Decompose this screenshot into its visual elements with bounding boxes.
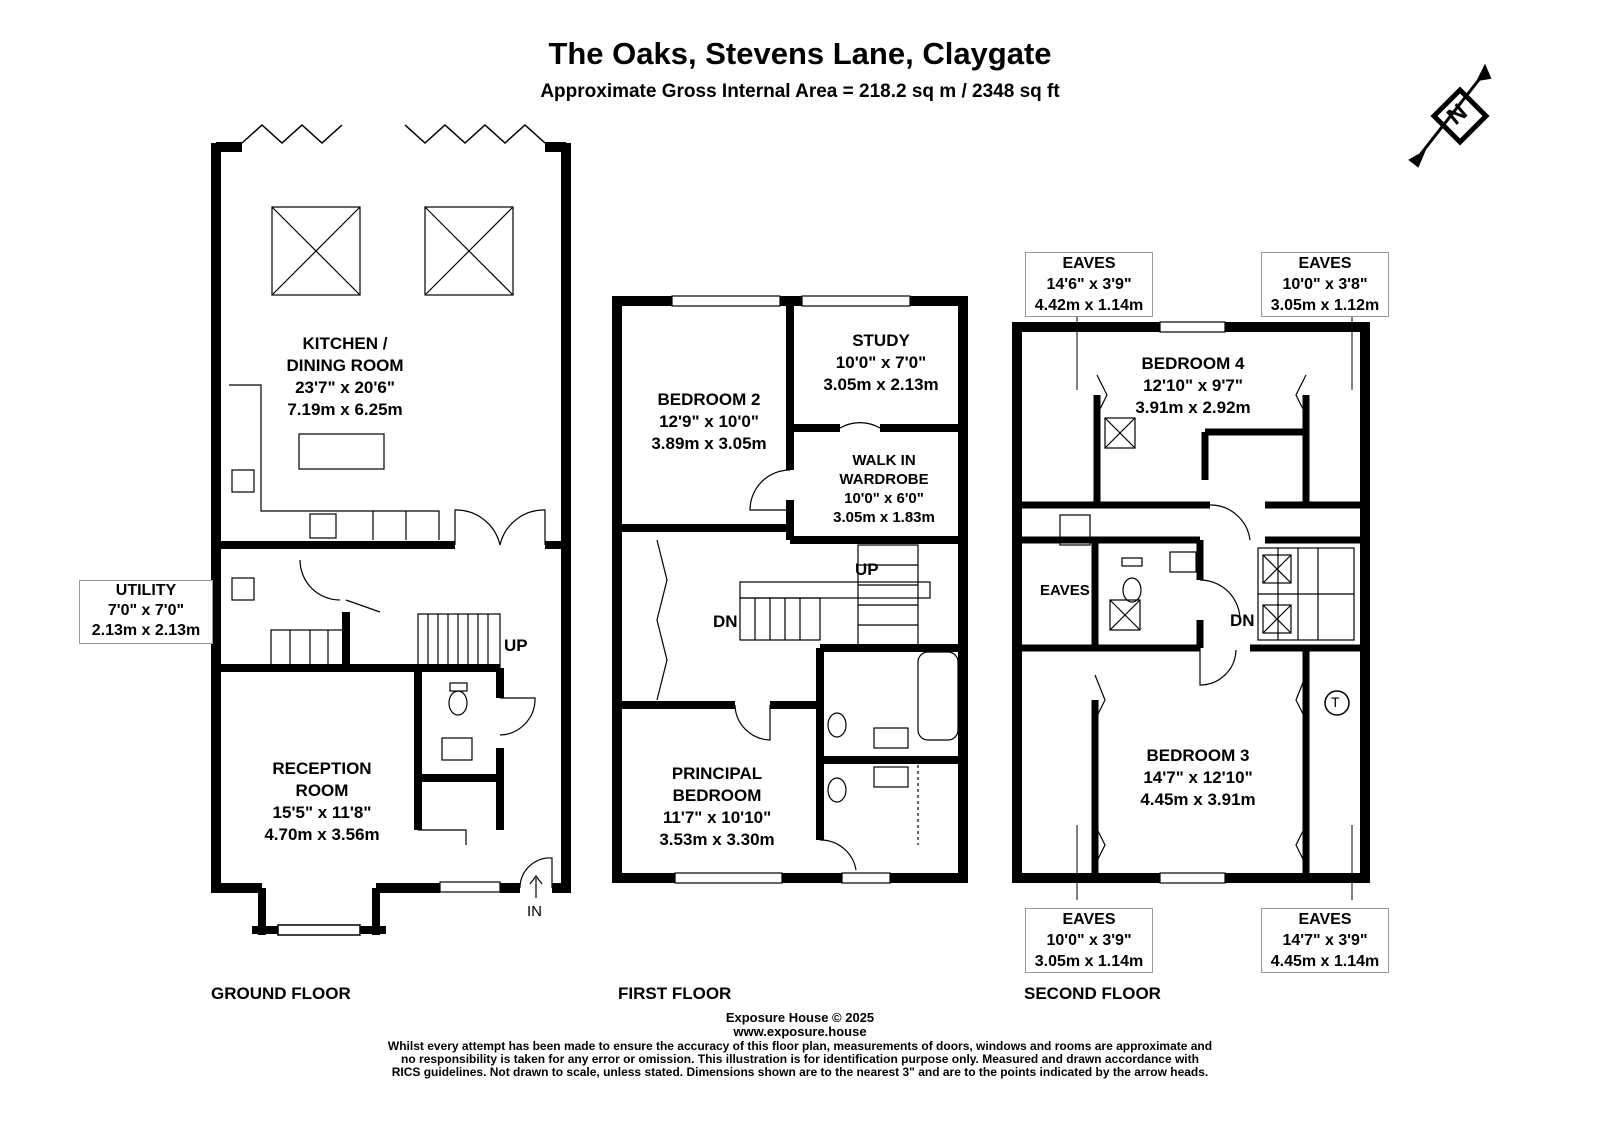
room-label-walk-in-wardrobe: WALK IN WARDROBE 10'0" x 6'0" 3.05m x 1.83m (833, 452, 935, 526)
footer-disclaimer-line-3: RICS guidelines. Not drawn to scale, unless stated. Dimensions shown are to the nearest 3" and are to the points indicated by the arrow heads. (391, 1065, 1209, 1079)
footer-copyright: Exposure House © 2025 (725, 1010, 875, 1025)
floor-name-first: FIRST FLOOR (618, 984, 732, 1003)
room-label-principal-bedroom: PRINCIPAL BEDROOM 11'7" x 10'10" 3.53m x 3.30m (659, 764, 775, 849)
stairs-down-label-second: DN (1230, 611, 1255, 630)
eaves-box-bottom-right: EAVES 14'7" x 3'9" 4.45m x 1.14m (1261, 908, 1389, 973)
tank-label: T (1331, 694, 1340, 710)
room-label-study: STUDY 10'0" x 7'0" 3.05m x 2.13m (823, 331, 939, 394)
room-label-bedroom-4: BEDROOM 4 12'10" x 9'7" 3.91m x 2.92m (1135, 354, 1251, 417)
floor-name-ground: GROUND FLOOR (211, 984, 351, 1003)
page-subtitle: Approximate Gross Internal Area = 218.2 sq m / 2348 sq ft (540, 81, 1060, 102)
entrance-label: IN (527, 903, 542, 920)
eaves-box-top-left: EAVES 14'6" x 3'9" 4.42m x 1.14m (1025, 252, 1153, 317)
stairs-up-label: UP (504, 636, 528, 655)
room-label-bedroom-2: BEDROOM 2 12'9" x 10'0" 3.89m x 3.05m (651, 390, 767, 453)
page-title: The Oaks, Stevens Lane, Claygate (548, 36, 1052, 71)
room-label-utility: UTILITY 7'0" x 7'0" 2.13m x 2.13m (79, 580, 213, 644)
footer-website[interactable]: www.exposure.house (733, 1024, 867, 1039)
eaves-box-top-right: EAVES 10'0" x 3'8" 3.05m x 1.12m (1261, 252, 1389, 317)
footer-disclaimer-line-2: no responsibility is taken for any error or omission. This illustration is for identification purpose only. Measured and drawn accordance with (401, 1052, 1199, 1066)
room-label-eaves-middle: EAVES (1040, 582, 1090, 599)
compass-letter: N (1442, 98, 1473, 131)
room-label-kitchen: KITCHEN / DINING ROOM 23'7" x 20'6" 7.19m x 6.25m (286, 334, 404, 419)
floor-name-second: SECOND FLOOR (1024, 984, 1161, 1003)
stairs-up-label-first: UP (855, 560, 879, 579)
room-label-reception: RECEPTION ROOM 15'5" x 11'8" 4.70m x 3.56m (264, 759, 380, 844)
stairs-down-label-first: DN (713, 612, 738, 631)
room-label-bedroom-3: BEDROOM 3 14'7" x 12'10" 4.45m x 3.91m (1140, 746, 1256, 809)
eaves-box-bottom-left: EAVES 10'0" x 3'9" 3.05m x 1.14m (1025, 908, 1153, 973)
footer-disclaimer-line-1: Whilst every attempt has been made to ensure the accuracy of this floor plan, measurements of doors, windows and rooms are approximate and (387, 1039, 1213, 1053)
